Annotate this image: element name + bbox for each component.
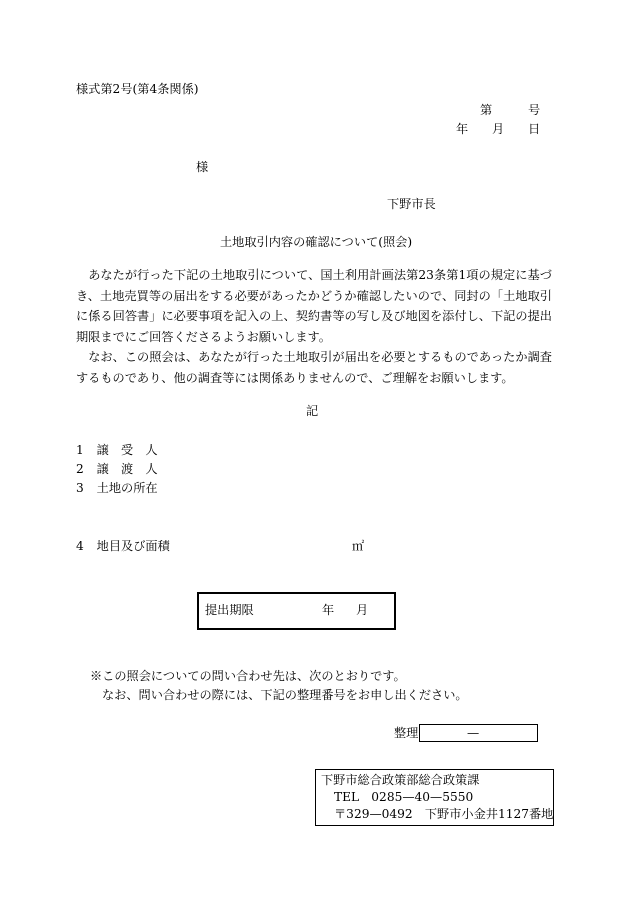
item-row xyxy=(76,482,158,494)
number-dai-label: 第 xyxy=(480,103,493,117)
item-label: 土地の所在 xyxy=(96,481,158,495)
item-row xyxy=(76,463,158,475)
deadline-box xyxy=(197,592,396,630)
document-title: 土地取引内容の確認について(照会) xyxy=(220,235,413,249)
deadline-year-label: 年 xyxy=(322,603,335,617)
item-number: 1 xyxy=(76,443,84,457)
item-row xyxy=(76,444,158,456)
form-number: 様式第2号(第4条関係) xyxy=(76,82,199,96)
addressee-suffix: 様 xyxy=(196,160,209,174)
inquiry-note-line-1: ※この照会についての問い合わせ先は、次のとおりです。 xyxy=(90,669,406,683)
deadline-month-label: 月 xyxy=(356,603,369,617)
body-paragraph-1: あなたが行った下記の土地取引について、国土利用計画法第23条第1項の規定に基づき、土地売買等の届出をする必要があったかどうか確認したいので、同封の「土地取引に係る回答書」に必要事項を記入の上、契約書等の写し及び地図を添付し、下記の提出期限までにご回答くださるようお願いします。 xyxy=(76,268,552,344)
body-paragraph-2: なお、この照会は、あなたが行った土地取引が届出を必要とするものであったか調査するものであり、他の調査等には関係ありませんので、ご理解をお願いします。 xyxy=(76,350,552,385)
contact-department: 下野市総合政策部総合政策課 xyxy=(321,773,480,787)
item-number: 2 xyxy=(76,462,84,476)
item-number: 3 xyxy=(76,481,84,495)
ki-heading: 記 xyxy=(306,404,319,418)
item-label: 地目及び面積 xyxy=(96,539,170,553)
contact-box xyxy=(315,769,554,826)
deadline-label: 提出期限 xyxy=(205,603,254,617)
contact-phone: TEL 0285—40—5550 xyxy=(334,790,474,804)
date-month-label: 月 xyxy=(492,122,505,136)
item-label: 譲 渡 人 xyxy=(96,462,158,476)
area-unit: ㎡ xyxy=(352,539,365,553)
item-label: 譲 受 人 xyxy=(96,443,158,457)
number-go-label: 号 xyxy=(528,103,541,117)
reference-number-label: 整理 xyxy=(394,726,419,740)
contact-address: 〒329—0492 下野市小金井1127番地 xyxy=(334,807,554,821)
sender: 下野市長 xyxy=(387,197,436,211)
date-day-label: 日 xyxy=(528,122,541,136)
reference-number-dash: — xyxy=(467,726,480,740)
item-row xyxy=(76,540,170,552)
date-year-label: 年 xyxy=(456,122,469,136)
reference-number-box xyxy=(419,724,538,742)
item-number: 4 xyxy=(76,539,84,553)
inquiry-note-line-2: なお、問い合わせの際には、下記の整理番号をお申し出ください。 xyxy=(102,688,468,702)
